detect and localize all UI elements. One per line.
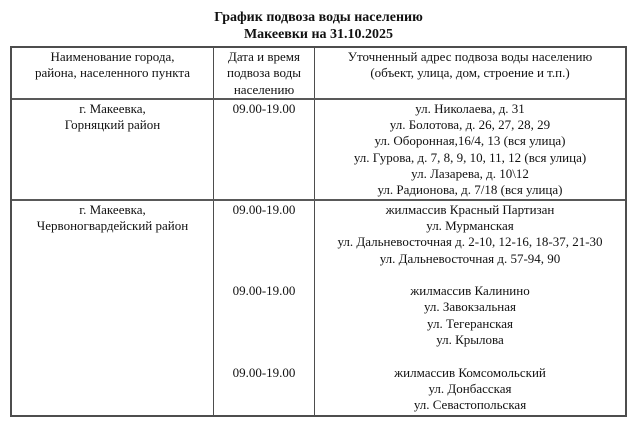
address-line: жилмассив Красный Партизан: [385, 201, 555, 217]
header-cell-location: [12, 48, 214, 98]
blank-line: [214, 299, 314, 315]
address-line: ул. Николаева, д. 31: [415, 100, 525, 116]
address-line: жилмассив Комсомольский: [394, 364, 546, 380]
address-line: ул. Лазарева, д. 10\12: [411, 166, 529, 182]
table-row-chervonogvardeysky: [12, 199, 625, 415]
location-line: г. Макеевка,: [79, 201, 146, 217]
address-line: ул. Крылова: [436, 332, 504, 348]
water-delivery-table: [10, 46, 627, 417]
location-line: г. Макеевка,: [79, 100, 146, 116]
address-line: ул. Дальневосточная д. 2-10, 12-16, 18-37, 21-30: [337, 234, 603, 250]
address-line: ул. Болотова, д. 26, 27, 28, 29: [389, 117, 551, 133]
address-line: ул. Тегеранская: [427, 315, 513, 331]
blank-line: [214, 267, 314, 283]
title-line-1: График подвоза воды населению: [214, 10, 423, 25]
location-cell: [12, 201, 214, 415]
time-value: 09.00-19.00: [232, 100, 296, 116]
title-line-2: Макеевки на 31.10.2025: [243, 27, 394, 42]
blank-line: [315, 267, 625, 283]
table-header-row: [12, 48, 625, 98]
time-value: 09.00-19.00: [232, 201, 296, 217]
blank-line: [214, 251, 314, 267]
blank-line: [214, 348, 314, 364]
time-cell: [214, 100, 315, 199]
address-cell: [315, 100, 625, 199]
address-line: ул. Донбасская: [428, 380, 512, 396]
header-cell-address: [315, 48, 625, 98]
location-line: Червоногвардейский район: [36, 217, 189, 233]
address-line: ул. Завокзальная: [423, 299, 517, 315]
header-line: Дата и время: [228, 49, 300, 64]
table-row-gornyatsky: [12, 98, 625, 199]
header-line: подвоза воды: [227, 65, 301, 81]
header-line: района, населенного пункта: [35, 65, 190, 81]
address-line: ул. Мурманская: [426, 217, 514, 233]
blank-line: [214, 332, 314, 348]
time-cell: [214, 201, 315, 415]
header-line: Наименование города,: [50, 49, 175, 64]
document-title: [0, 0, 637, 43]
header-line: населению: [233, 81, 295, 97]
address-cell: [315, 201, 625, 415]
blank-line: [214, 234, 314, 250]
address-line: ул. Гурова, д. 7, 8, 9, 10, 11, 12 (вся улица): [353, 149, 587, 165]
address-line: ул. Радионова, д. 7/18 (вся улица): [377, 182, 563, 198]
blank-line: [315, 348, 625, 364]
time-value: 09.00-19.00: [232, 283, 296, 299]
address-line: ул. Оборонная,16/4, 13 (вся улица): [374, 133, 566, 149]
blank-line: [214, 316, 314, 332]
location-cell: [12, 100, 214, 199]
address-line: жилмассив Калинино: [410, 283, 530, 299]
address-line: ул. Севастопольская: [413, 397, 527, 413]
header-line: Уточненный адрес подвоза воды населению: [347, 49, 593, 64]
header-line: (объект, улица, дом, строение и т.п.): [370, 65, 570, 81]
header-cell-time: [214, 48, 315, 98]
address-line: ул. Дальневосточная д. 57-94, 90: [379, 250, 561, 266]
time-value: 09.00-19.00: [232, 364, 296, 380]
location-line: Горняцкий район: [64, 117, 161, 133]
blank-line: [214, 218, 314, 234]
